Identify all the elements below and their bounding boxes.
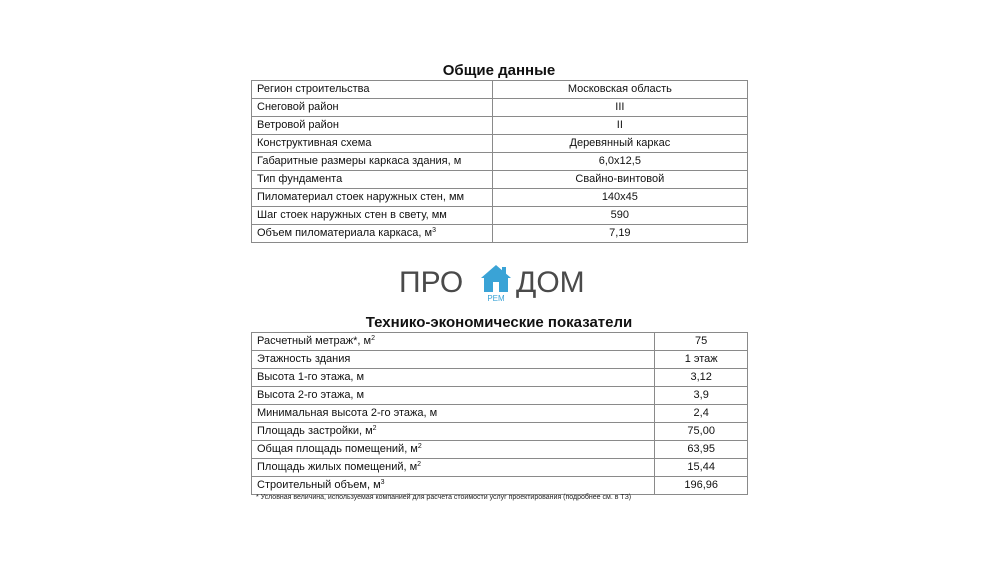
unit-superscript: 3 bbox=[380, 479, 385, 486]
row-value: 63,95 bbox=[655, 441, 748, 459]
row-label-text: Пиломатериал стоек наружных стен, мм bbox=[257, 191, 465, 203]
row-value: Свайно-винтовой bbox=[492, 171, 747, 189]
logo-house-text: РЕМ bbox=[487, 294, 505, 302]
row-value: II bbox=[492, 117, 747, 135]
row-value: 75,00 bbox=[655, 423, 748, 441]
row-label bbox=[252, 189, 493, 207]
row-label bbox=[252, 135, 493, 153]
row-value: 6,0x12,5 bbox=[492, 153, 747, 171]
tech-indicators-table bbox=[251, 332, 748, 495]
row-label bbox=[252, 207, 493, 225]
row-value: 140x45 bbox=[492, 189, 747, 207]
footnote: * Условная величина, используемая компанией для расчета стоимости услуг проектирования (подробнее см. в ТЗ) bbox=[256, 494, 632, 501]
row-value: 196,96 bbox=[655, 477, 748, 495]
row-label bbox=[252, 459, 655, 477]
table-row bbox=[252, 333, 748, 351]
table-row bbox=[252, 405, 748, 423]
row-label-text: Высота 1-го этажа, м bbox=[257, 371, 365, 383]
unit-superscript: 2 bbox=[371, 335, 375, 342]
row-value: 3,12 bbox=[655, 369, 748, 387]
row-label bbox=[252, 333, 655, 351]
row-label-text: Площадь жилых помещений, м bbox=[257, 461, 418, 473]
row-label bbox=[252, 423, 655, 441]
row-label-text: Габаритные размеры каркаса здания, м bbox=[257, 155, 462, 167]
table-row bbox=[252, 423, 748, 441]
row-label-text: Минимальная высота 2-го этажа, м bbox=[257, 407, 438, 419]
row-label bbox=[252, 153, 493, 171]
table-row bbox=[252, 117, 748, 135]
row-label-text: Этажность здания bbox=[257, 353, 351, 365]
row-label bbox=[252, 405, 655, 423]
table-row bbox=[252, 225, 748, 243]
row-value: 2,4 bbox=[655, 405, 748, 423]
row-label bbox=[252, 171, 493, 189]
row-label-text: Конструктивная схема bbox=[257, 137, 372, 149]
table-row bbox=[252, 135, 748, 153]
row-label-text: Площадь застройки, м bbox=[257, 425, 373, 437]
general-data-title: Общие данные bbox=[442, 62, 556, 79]
table-row bbox=[252, 189, 748, 207]
table-row bbox=[252, 81, 748, 99]
row-label bbox=[252, 351, 655, 369]
row-label-text: Расчетный метраж*, м bbox=[257, 335, 372, 347]
table-row bbox=[252, 477, 748, 495]
row-value: 590 bbox=[492, 207, 747, 225]
row-label-text: Шаг стоек наружных стен в свету, мм bbox=[257, 209, 447, 221]
row-label bbox=[252, 369, 655, 387]
unit-superscript: 2 bbox=[417, 443, 422, 450]
logo-right-text: ДОМ bbox=[516, 266, 585, 299]
row-value: 3,9 bbox=[655, 387, 748, 405]
row-label bbox=[252, 225, 493, 243]
unit-superscript: 3 bbox=[432, 227, 436, 234]
row-label-text: Тип фундамента bbox=[257, 173, 343, 185]
table-row bbox=[252, 153, 748, 171]
row-label-text: Строительный объем, м bbox=[257, 479, 381, 491]
row-label-text: Ветровой район bbox=[257, 119, 339, 131]
unit-superscript: 2 bbox=[417, 461, 422, 468]
row-label bbox=[252, 441, 655, 459]
table-row bbox=[252, 441, 748, 459]
row-value: 1 этаж bbox=[655, 351, 748, 369]
table-row bbox=[252, 207, 748, 225]
row-label-text: Высота 2-го этажа, м bbox=[257, 389, 365, 401]
prodom-logo bbox=[395, 262, 605, 302]
row-label bbox=[252, 81, 493, 99]
row-value: III bbox=[492, 99, 747, 117]
row-label-text: Снеговой район bbox=[257, 101, 339, 113]
row-label bbox=[252, 117, 493, 135]
tech-indicators-title: Технико-экономические показатели bbox=[365, 314, 633, 331]
row-label-text: Объем пиломатериала каркаса, м bbox=[257, 227, 433, 239]
row-label-text: Регион строительства bbox=[257, 83, 370, 95]
house-icon bbox=[481, 265, 511, 292]
row-value: Деревянный каркас bbox=[492, 135, 747, 153]
table-row bbox=[252, 459, 748, 477]
row-label bbox=[252, 99, 493, 117]
unit-superscript: 2 bbox=[372, 425, 377, 432]
table-row bbox=[252, 351, 748, 369]
row-value: Московская область bbox=[492, 81, 747, 99]
row-label-text: Общая площадь помещений, м bbox=[257, 443, 418, 455]
table-row bbox=[252, 171, 748, 189]
table-row bbox=[252, 369, 748, 387]
row-label bbox=[252, 387, 655, 405]
general-data-table bbox=[251, 80, 748, 243]
row-label bbox=[252, 477, 655, 495]
row-value: 15,44 bbox=[655, 459, 748, 477]
table-row bbox=[252, 387, 748, 405]
table-row bbox=[252, 99, 748, 117]
logo-left-text: ПРО bbox=[399, 266, 464, 299]
row-value: 75 bbox=[655, 333, 748, 351]
row-value: 7,19 bbox=[492, 225, 747, 243]
